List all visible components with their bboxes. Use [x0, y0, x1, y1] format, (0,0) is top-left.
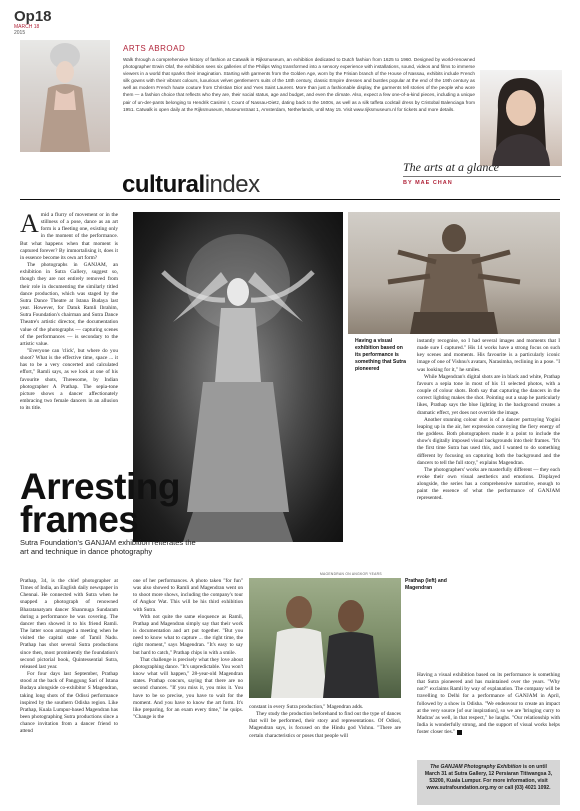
article-paragraph: That challenge is precisely what they love about photographing dance. "It's unpredictable. You won't know what will happen," 28-year-old Magendran states. Prathap concurs, saying that there are no second chances. "If you miss it, you miss it. You have to be so precise, you have to wait for the moment. And you have to know the art form. It's like preparing, for an exam every time," he quips. "Change is the — [133, 656, 243, 720]
article-paragraph: The photographers' works are masterfully different — they each evoke their own visual aesthetics and emotions. Displayed alongside, the series has a comprehensive narrative, enough to paint the essence of what the performance of GANJAM represented. — [417, 466, 560, 502]
article-paragraph: instantly recognise, so I had several images and moments that I made sure I captured." His 14 works have a strong focus on such key scenes and moments. His favourite is a particularly iconic image of one of Vishnu's avatars, Narasimha, reclining in a pose. "I was looking for it," he smiles. — [417, 338, 560, 373]
article-column-3 — [417, 338, 560, 503]
page-date-year: 2015 — [14, 30, 26, 36]
author-portrait — [480, 70, 562, 166]
article-paragraph: With not quite the same eloquence as Ramli, Prathap and Magendran simply say that their work is documentation and art put together. "But you need to know what to capture ... the right time, the right moment," says Magendran. "It's easy to say but hard to catch," Prathap chips in with a smile. — [133, 613, 243, 656]
arts-abroad-photo — [20, 40, 110, 152]
article-paragraph: "Everyone can 'click', but where do you shoot? What is the effective time, space ... it has to be a very concerted and calculated effort," Ramli says, as we look at one of his favourite shots, Threesome, by Indian photographer A Prathap. The sepia-tone picture shows a dancer affectionately embracing two female dancers in an allusion to its title. — [20, 347, 118, 412]
article-paragraph: They study the production beforehand to find out the type of dances that will be performed, their story and representations. Of Odissi, Magendran says, is focused on the Hindu god Vishnu. "There are certain characteristics or poses that people will — [249, 711, 401, 739]
article-paragraph: Another stunning colour shot is of a dancer portraying Yogini leaping up in the air, her expression conveying the fiery energy of the goddess. Both photographers made it a point to include the show's digitally imposed visual backgrounds into their frames. "It's the first time Sutra has used this, and I wanted to do something different by focusing on capturing both the background and the dancers to tell the full story," explains Magendran. — [417, 416, 560, 466]
headline-line-2: frames — [20, 499, 139, 540]
section-title-bold: cultural — [122, 171, 205, 198]
two-men-figure — [249, 578, 401, 698]
page-date — [14, 24, 39, 36]
column-title: The arts at a glance — [403, 160, 499, 174]
section-title — [122, 171, 260, 199]
info-box-text: is on until March 31 at Sutra Gallery, 12 Persiaran Titiwangsa 3, 53200, Kuala Lumpur. For more information, visit www.sutrafoundation.org.my or call (03) 4021 1092. — [424, 764, 553, 792]
section-title-thin: index — [204, 171, 260, 198]
article-column-2b — [133, 578, 243, 721]
article-column-1 — [20, 209, 118, 412]
headline — [20, 466, 180, 540]
article-paragraph: While Magendran's digital shots are in black and white, Prathap favours a sepia tone in most of his 11 selected photos, with a couple of colour shots. Both say that capturing the dancers in the correct lighting makes the shot. Pointing out a snap he particularly likes, Prathap says the blue lighting in the background creates a dramatic effect, yet does not override the image. — [417, 373, 560, 416]
photo-caption: Having a visual exhibition based on its performance is something that Sutra pioneered — [355, 338, 406, 372]
article-text: Having a visual exhibition based on its performance is something that Sutra pioneered and has maintained over the years. "Why not?" exclaims Ramli by way of explanation. The company will be travelling to Delhi for a performance of GANJAM in April, followed by a show in Odisha. "We endeavour to create an impact at the very source [of our inspiration], so we are 'bringing curry to Madras' as well, in that respect," he laughs. "Our relationship with India is wonderfully strong, and the support of visual works helps foster closer ties." — [417, 672, 560, 736]
article-paragraph: Prathap, 34, is the chief photographer at Times of India, an English daily newspaper in Chennai. He connected with Sutra when he snapped a photograph of renowned Bharatanatyam dancer Shanmuga Sundaram during a performance he was covering. The dancer then showed it to his friend Ramli. The latter soon arranged a meeting when he visited the capital state of Tamil Nadu. Prathap has shot several Sutra productions since then, most prominently the foundation's second pictorial book, Quintessential Sutra, released last year. — [20, 578, 118, 670]
photographers-photo — [249, 578, 401, 698]
article-paragraph — [417, 672, 560, 736]
article-column-1b — [20, 578, 118, 735]
standfirst: Sutra Foundation's GANJAM exhibition reiterates the art and technique in dance photography — [20, 538, 196, 557]
byline: BY MAE CHAN — [403, 180, 453, 186]
article-column-2c — [249, 704, 401, 740]
dancer-figure — [348, 212, 560, 334]
photo-caption-2: Prathap (left) and Magendran — [405, 578, 447, 591]
article-paragraph: constant in every Sutra production," Magendran adds. — [249, 704, 364, 710]
headline-line-1: Arresting — [20, 466, 180, 507]
dropcap: A — [20, 209, 39, 238]
article-paragraph — [20, 209, 118, 262]
multi-armed-dancer-photo — [348, 212, 560, 334]
section-rule — [20, 199, 560, 200]
author-photo — [480, 70, 562, 166]
column-divider — [403, 176, 561, 177]
info-box — [417, 760, 560, 805]
end-mark-icon — [457, 730, 462, 735]
article-column-3b — [417, 672, 560, 736]
arts-abroad-text: Walk through a comprehensive history of fashion at Catwalk in Rijksmuseum, an exhibition dedicated to Dutch fashion from 1625 to 1960. Designed by world-renowned photographer Erwin Olaf, the exhibition sees six galleries of the Philips Wing transformed into a sensory experience with installations, sound, videos and films to immerse viewers in a world that sparks their imagination. Starting with garments from the Golden Age, worn by the Frisian branch of the House of Nassau, exhibits include French silk gowns with their vibrant colours, luxurious velvet gentlemen's suits of the 18th century, classic Empire dresses and bustles popular at the end of the 19th century as well as modern French haute couture from Christian Dior and Yves Saint Laurent. More than just a fashionable display, the garments tell stories of the people who wore them — a fashion choice that reflects who they are, their social status, age and budget, and even the climate. Also, expect a few one-of-a-kind pieces, including a unique pair of un-der-pants belonging to Hendrik Casimir I, Count of Nassau-Dietz, dating back to the 1600s, as well as a silk taffeta cocktail dress by Cristobal Balenciaga from 1951. Catwalk is open daily at the Rijksmuseum, Museumstraat 1, Amsterdam, Netherlands, until May 15. Visit www.rijksmuseum.nl for tickets and more details. — [123, 57, 475, 112]
article-paragraph: one of her performances. A photo taken "for fun" was also showed to Ramli and Magendran went on to shoot more shows, including the company's tour of Angkor Wat. This will be his third exhibition with Sutra. — [133, 578, 243, 613]
article-text: mid a flurry of movement or in the stillness of a pose, dance as an art form is a fleeting one, existing only in the moment of the performance. But what happens when that moment is captured forever? By immortalising it, does it in essence become its own art form? — [20, 212, 118, 261]
fashion-figure-illustration — [20, 40, 110, 152]
article-paragraph: For four days last September, Prathap stood at the back of Panggung Sari of Istana Budaya alongside co-exhibitor S Magendran, taking long shots of the Odissi performance inspired by the southern Odisha region. Like Prathap, Kuala Lumpur-based Magendran has been photographing Sutra productions since a chance invitation from a dancer friend to attend — [20, 671, 118, 735]
page-number: Op18 — [14, 8, 52, 25]
arts-abroad-title: ARTS ABROAD — [123, 44, 186, 53]
photo-credit: MAGENDRAN ON ANGKOR YEARS — [320, 572, 382, 576]
article-paragraph: The photographs in GANJAM, an exhibition in Sutra Gallery, suggest so, though they are not entirely removed from their role in documenting the similarly titled dance production, which was staged by the Sutra Dance Theatre at Istana Budaya last year. However, for Datuk Ramli Ibrahim, Sutra Foundation's chairman and Sutra Dance Theatre's artistic director, the documentation value of the photographs — capturing scenes of the performances — is secondary to the artistic value. — [20, 262, 118, 347]
info-box-title: The GANJAM Photography Exhibition — [430, 764, 522, 770]
page-date-month: MARCH 18 — [14, 24, 40, 30]
